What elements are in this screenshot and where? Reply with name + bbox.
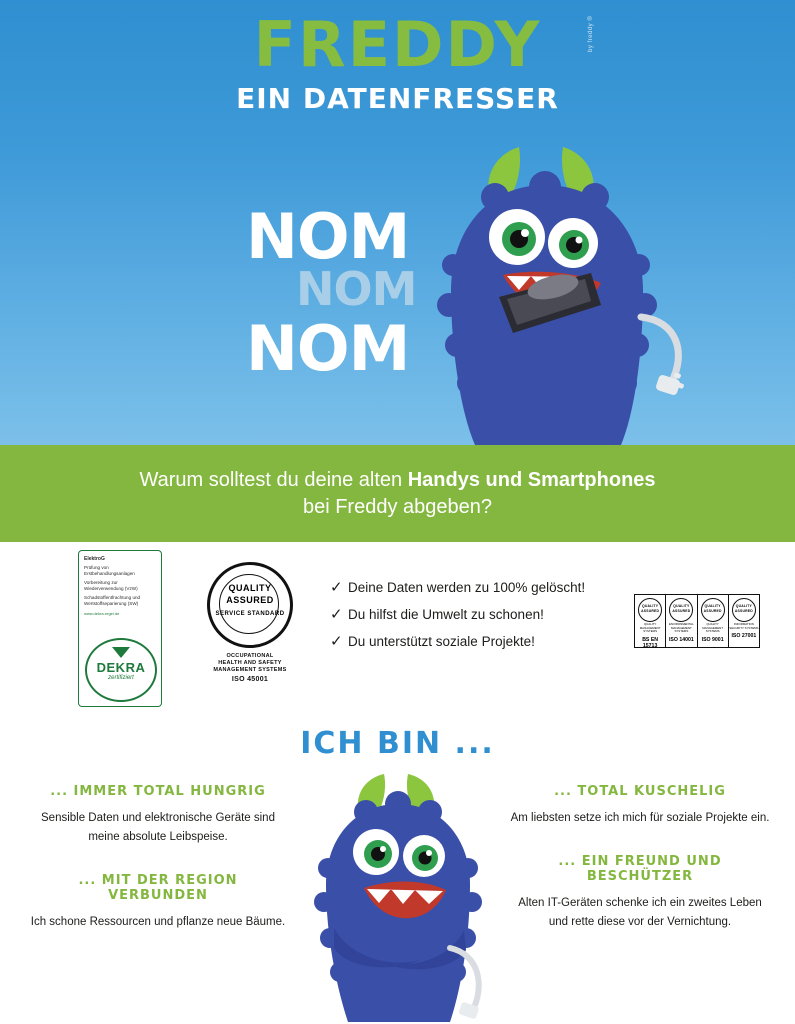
dekra-triangle-icon [112, 647, 130, 658]
green-question-band [0, 445, 795, 542]
band-line-1-pre: Warum solltest du deine alten [139, 468, 408, 491]
iso-seal-line-b: ASSURED [734, 609, 753, 613]
quality-seal-caption-3: MANAGEMENT SYSTEMS [213, 667, 287, 673]
dekra-item-0: Prüfung von Erstbehandlungsanlagen [84, 565, 135, 576]
dekra-seal-badge [85, 638, 157, 702]
iso-seal-icon [669, 598, 693, 622]
iso-seal-icon [732, 598, 756, 622]
benefit-list [330, 580, 620, 661]
iso-seal-sub: QUALITY MANAGEMENT SYSTEMS [639, 622, 661, 634]
iso-seal-name: ISO 27001 [731, 633, 757, 640]
iso-seal-3 [729, 595, 759, 647]
hero-banner [0, 0, 795, 445]
ich-bin-title: ICH BIN ... [300, 726, 495, 761]
dekra-certified-label: zertifiziert [108, 675, 134, 681]
iso-seal-name: BS EN 15713 [642, 636, 659, 649]
benefit-text: Du unterstützt soziale Projekte! [348, 634, 535, 649]
dekra-name: DEKRA [96, 660, 146, 675]
iso-seal-2 [698, 595, 729, 647]
feature-body: Sensible Daten und elektronische Geräte sind meine absolute Leibspeise. [41, 812, 275, 843]
feature-heading: ... EIN FREUND UND BESCHÜTZER [558, 854, 722, 884]
iso-seal-line-a: QUALITY [704, 604, 721, 608]
iso-seal-line-a: QUALITY [673, 604, 690, 608]
feature-body: Ich schone Ressourcen und pflanze neue Bäume. [30, 916, 286, 928]
iso-seal-line-a: QUALITY [641, 604, 659, 608]
quality-seal-circle-icon [207, 562, 293, 648]
benefit-item [330, 580, 620, 596]
dekra-item-1: Vorbereitung zur Wiederverwendung (VzW) [84, 580, 138, 591]
dekra-certificate-logo [78, 550, 162, 707]
band-line-1 [139, 467, 655, 494]
dekra-item-2: Schadstoffentfrachtung und Wertstoffseparierung (SW) [84, 595, 141, 606]
benefits-section [0, 542, 795, 714]
freddy-monster-small-illustration [300, 772, 510, 1022]
iso-seal-line-b: ASSURED [703, 609, 722, 613]
dekra-header: ElektroG [84, 556, 105, 562]
feature-body: Am liebsten setze ich mich für soziale Projekte ein. [510, 812, 770, 824]
quality-seal-standard: ISO 45001 [231, 676, 269, 683]
ich-bin-section [0, 714, 795, 1024]
credit-text: by freddy ® [588, 15, 594, 52]
nom-text-1: NOM [246, 200, 410, 273]
quality-seal-line-2: ASSURED [226, 595, 274, 605]
features-column-right [510, 784, 770, 958]
quality-seal-line-3: SERVICE STANDARD [215, 611, 285, 617]
iso-seal-name: ISO 14001 [668, 636, 694, 643]
iso-seal-line-b: ASSURED [672, 609, 691, 613]
benefit-text: Deine Daten werden zu 100% gelöscht! [348, 580, 586, 595]
iso-seal-line-a: QUALITY [735, 604, 753, 608]
check-icon: ✓ [330, 606, 343, 623]
quality-seal-line-1: QUALITY [228, 583, 272, 593]
nom-text-3: NOM [246, 312, 410, 385]
dekra-url: www.dekra-regel.de [84, 611, 120, 616]
iso-seal-line-b: ASSURED [641, 609, 660, 613]
iso-seal-0 [635, 595, 666, 647]
feature-heading: ... IMMER TOTAL HUNGRIG [50, 784, 266, 799]
quality-seal-caption-1: OCCUPATIONAL [226, 653, 274, 659]
iso-seal-sub: ENVIRONMENTAL MANAGEMENT SYSTEMS [669, 622, 694, 634]
nom-text-2: NOM [296, 262, 417, 316]
benefit-item [330, 607, 620, 623]
check-icon: ✓ [330, 633, 343, 650]
page-subtitle: EIN DATENFRESSER [236, 82, 559, 115]
features-column-left [28, 784, 288, 958]
feature-body: Alten IT-Geräten schenke ich ein zweites Leben und rette diese vor der Vernichtung. [518, 897, 762, 928]
band-line-2: bei Freddy abgeben? [302, 495, 493, 518]
iso-seal-name: ISO 9001 [701, 636, 724, 643]
feature-heading: ... MIT DER REGION VERBUNDEN [78, 873, 238, 903]
freddy-monster-large-illustration [395, 145, 715, 445]
benefit-item [330, 634, 620, 650]
band-line-1-bold: Handys und Smartphones [407, 468, 656, 491]
quality-assured-seal [206, 562, 294, 692]
iso-seal-sub: QUALITY MANAGEMENT SYSTEMS [702, 622, 723, 634]
page-title: FREDDY [253, 8, 542, 81]
quality-seal-caption [206, 653, 294, 683]
iso-seal-icon [638, 598, 662, 622]
check-icon: ✓ [330, 579, 343, 596]
feature-heading: ... TOTAL KUSCHELIG [554, 784, 726, 799]
benefit-text: Du hilfst die Umwelt zu schonen! [348, 607, 544, 622]
iso-seal-1 [666, 595, 697, 647]
iso-seal-icon [701, 598, 725, 622]
iso-seal-sub: INFORMATION SECURITY SYSTEMS [729, 622, 759, 630]
iso-certification-strip [634, 594, 760, 648]
quality-seal-caption-2: HEALTH AND SAFETY [218, 660, 282, 666]
